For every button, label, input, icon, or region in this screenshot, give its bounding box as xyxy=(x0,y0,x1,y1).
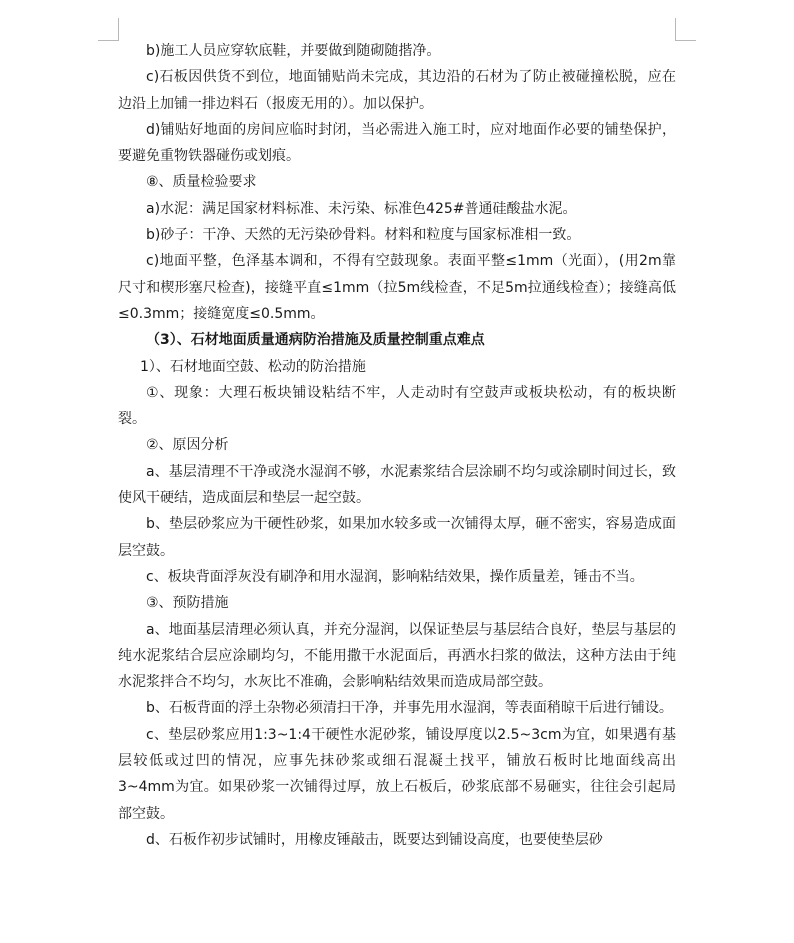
paragraph-cause-a: a、基层清理不干净或浇水湿润不够，水泥素浆结合层涂刷不均匀或涂刷时间过长，致使风干硬结，造成面层和垫层一起空鼓。 xyxy=(118,463,676,507)
page-corner-mark-top-right xyxy=(675,18,696,41)
paragraph-prevention-b: b、石板背面的浮土杂物必须清扫干净，并事先用水湿润，等表面稍晾干后进行铺设。 xyxy=(146,700,673,717)
paragraph-b-workers: b)施工人员应穿软底鞋，并要做到随砌随揩净。 xyxy=(146,43,441,59)
document-page xyxy=(118,38,676,853)
subsection-heading: 1）、石材地面空鼓、松动的防治措施 xyxy=(140,358,366,375)
paragraph-c-edge-stone: c)石板因供货不到位，地面铺贴尚未完成，其边沿的石材为了防止被碰撞松脱，应在边沿上加铺一排边料石（报废无用的）。加以保护。 xyxy=(118,69,676,112)
section-heading: （3）、石材地面质量通病防治措施及质量控制重点难点 xyxy=(146,332,485,349)
paragraph-c-flatness: c)地面平整，色泽基本调和，不得有空鼓现象。表面平整≤1mm（光面），(用2m靠尺寸和楔形塞尺检查)，接缝平直≤1mm（拉5m线检查，不足5m拉通线检查）；接缝高低≤0.3mm；接缝宽度≤0.5mm。 xyxy=(118,253,676,322)
paragraph-cause-b: b、垫层砂浆应为干硬性砂浆，如果加水较多或一次铺得太厚，砸不密实，容易造成面层空鼓。 xyxy=(118,516,676,559)
paragraph-prevention-title: ③、预防措施 xyxy=(146,595,229,612)
paragraph-d-room-closure: d)铺贴好地面的房间应临时封闭，当必需进入施工时，应对地面作必要的铺垫保护，要避免重物铁器碰伤或划痕。 xyxy=(118,121,676,165)
page-corner-mark-top-left xyxy=(98,18,119,41)
paragraph-quality-inspection-title: ⑧、质量检验要求 xyxy=(146,174,257,191)
paragraph-prevention-c: c、垫层砂浆应用1:3~1:4干硬性水泥砂浆，铺设厚度以2.5~3cm为宜，如果遇有基层较低或过凹的情况，应事先抹砂浆或细石混凝土找平，铺放石板时比地面线高出3~4mm为宜。如果砂浆一次铺得过厚，放上石板后，砂浆底部不易砸实，往往会引起局部空鼓。 xyxy=(118,726,676,822)
paragraph-a-cement: a)水泥：满足国家材料标准、未污染、标准色425#普通硅酸盐水泥。 xyxy=(146,200,577,217)
paragraph-b-sand: b)砂子：干净、天然的无污染砂骨料。材料和粒度与国家标准相一致。 xyxy=(146,227,581,244)
paragraph-phenomenon: ①、现象：大理石板块铺设粘结不牢，人走动时有空鼓声或板块松动，有的板块断裂。 xyxy=(118,384,676,428)
paragraph-prevention-d: d、石板作初步试铺时，用橡皮锤敲击，既要达到铺设高度，也要使垫层砂 xyxy=(146,831,603,848)
paragraph-cause-title: ②、原因分析 xyxy=(146,437,229,454)
paragraph-cause-c: c、板块背面浮灰没有刷净和用水湿润，影响粘结效果，操作质量差，锤击不当。 xyxy=(146,568,644,585)
paragraph-prevention-a: a、地面基层清理必须认真，并充分湿润，以保证垫层与基层结合良好，垫层与基层的纯水泥浆结合层应涂刷均匀，不能用撒干水泥面后，再洒水扫浆的做法，这种方法由于纯水泥浆拌合不均匀，水灰比不准确，会影响粘结效果而造成局部空鼓。 xyxy=(118,621,676,691)
